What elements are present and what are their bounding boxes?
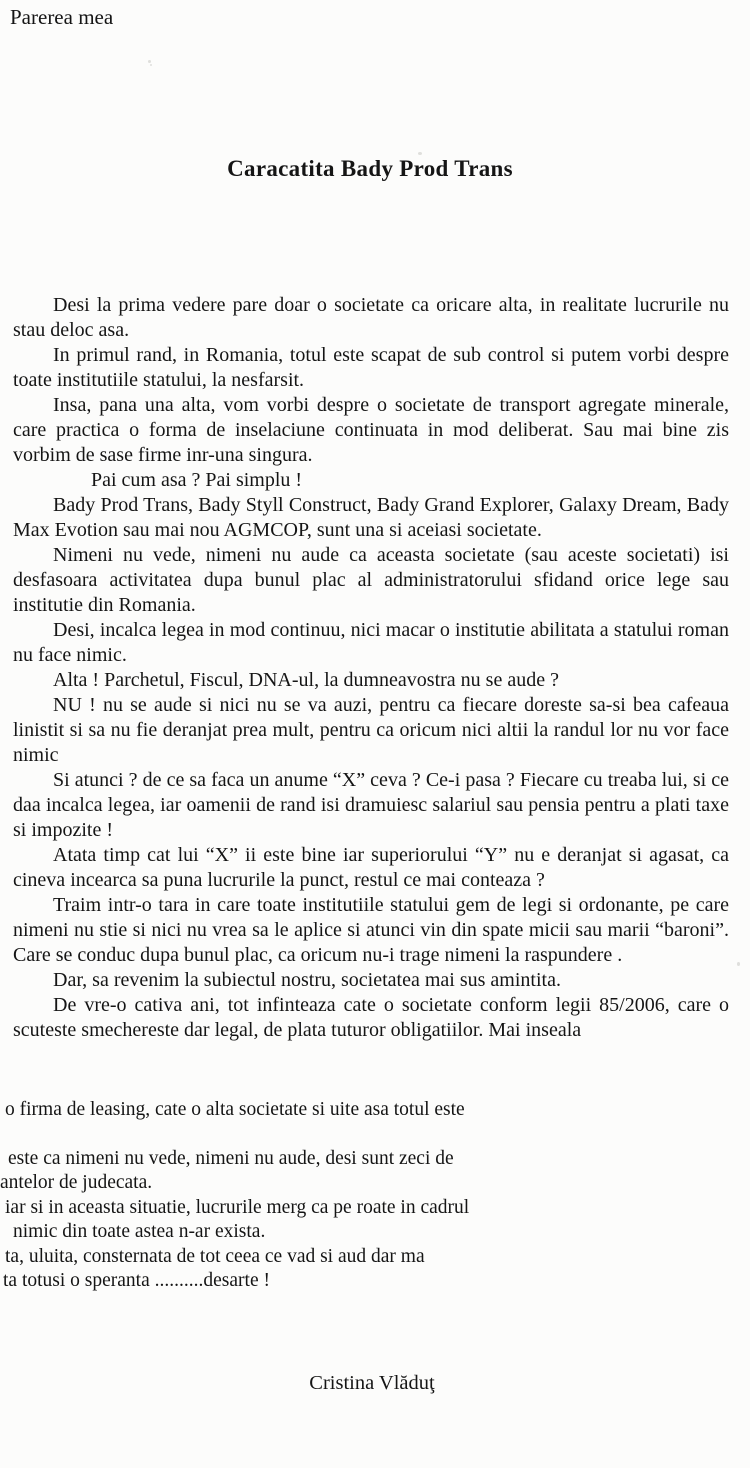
- paragraph: Pai cum asa ? Pai simplu !: [91, 469, 303, 491]
- fragment-line: ta, uluita, consternata de tot ceea ce vad si aud dar ma: [5, 1245, 425, 1267]
- scan-artifact: [148, 60, 151, 63]
- author-signature: Cristina Vlăduţ: [309, 1372, 435, 1394]
- paragraph: Desi, incalca legea in mod continuu, nici macar o institutie abilitata a statului roman nu face nimic.: [13, 619, 729, 666]
- paragraph: NU ! nu se aude si nici nu se va auzi, pentru ca fiecare doreste sa-si bea cafeaua linistit si sa nu fie deranjat prea mult, pentru ca oricum nici altii la randul lor nu vor face nimic: [13, 694, 729, 766]
- paragraph: Traim intr-o tara in care toate institutiile statului gem de legi si ordonante, pe care nimeni nu stie si nici nu vrea sa le aplice si atunci vin din spate micii sau marii “baroni”. Care se conduc dupa bunul plac, ca oricum nu-i trage nimeni la raspundere .: [13, 894, 729, 966]
- paragraph: Atata timp cat lui “X” ii este bine iar superiorului “Y” nu e deranjat si agasat, ca cineva incearca sa puna lucrurile la punct, restul ce mai conteaza ?: [13, 844, 729, 891]
- clipped-text-block: [0, 1098, 750, 1294]
- rubric-label: Parerea mea: [10, 5, 114, 29]
- fragment-line: o firma de leasing, cate o alta societate si uite asa totul este: [5, 1099, 465, 1120]
- article-body: [13, 293, 729, 1043]
- fragment-line: nimic din toate astea n-ar exista.: [13, 1221, 266, 1242]
- fragment-line: este ca nimeni nu vede, nimeni nu aude, desi sunt zeci de: [8, 1147, 454, 1169]
- paragraph: Insa, pana una alta, vom vorbi despre o societate de transport agregate minerale, care practica o forma de inselaciune continuata in mod deliberat. Sau mai bine zis vorbim de sase firme inr-una singura.: [13, 394, 729, 466]
- paragraph: Nimeni nu vede, nimeni nu aude ca aceasta societate (sau aceste societati) isi desfasoara activitatea dupa bunul plac al administratorului sfidand orice lege sau institutie din Romania.: [13, 544, 729, 616]
- paragraph: Desi la prima vedere pare doar o societate ca oricare alta, in realitate lucrurile nu stau deloc asa.: [13, 294, 729, 341]
- paragraph: In primul rand, in Romania, totul este scapat de sub control si putem vorbi despre toate institutiile statului, la nesfarsit.: [13, 344, 729, 391]
- scan-artifact: [418, 152, 422, 155]
- scan-artifact: [150, 64, 152, 66]
- paragraph: Bady Prod Trans, Bady Styll Construct, Bady Grand Explorer, Galaxy Dream, Bady Max Evotion sau mai nou AGMCOP, sunt una si aceiasi societate.: [13, 494, 729, 541]
- fragment-line: ta totusi o speranta ..........desarte !: [3, 1270, 270, 1291]
- fragment-line: antelor de judecata.: [0, 1172, 153, 1193]
- article-title: Caracatita Bady Prod Trans: [227, 156, 513, 181]
- scan-artifact: [737, 962, 740, 966]
- paragraph: Dar, sa revenim la subiectul nostru, societatea mai sus amintita.: [53, 969, 561, 991]
- paragraph: De vre-o cativa ani, tot infinteaza cate o societate conform legii 85/2006, care o scuteste smechereste dar legal, de plata tuturor obligatiilor. Mai inseala: [13, 994, 729, 1041]
- paragraph: Si atunci ? de ce sa faca un anume “X” ceva ? Ce-i pasa ? Fiecare cu treaba lui, si ce daa incalca legea, iar oamenii de rand isi dramuiesc salariul sau pensia pentru a plati taxe si impozite !: [13, 769, 729, 841]
- fragment-line: iar si in aceasta situatie, lucrurile merg ca pe roate in cadrul: [5, 1196, 470, 1218]
- paragraph: Alta ! Parchetul, Fiscul, DNA-ul, la dumneavostra nu se aude ?: [53, 669, 559, 691]
